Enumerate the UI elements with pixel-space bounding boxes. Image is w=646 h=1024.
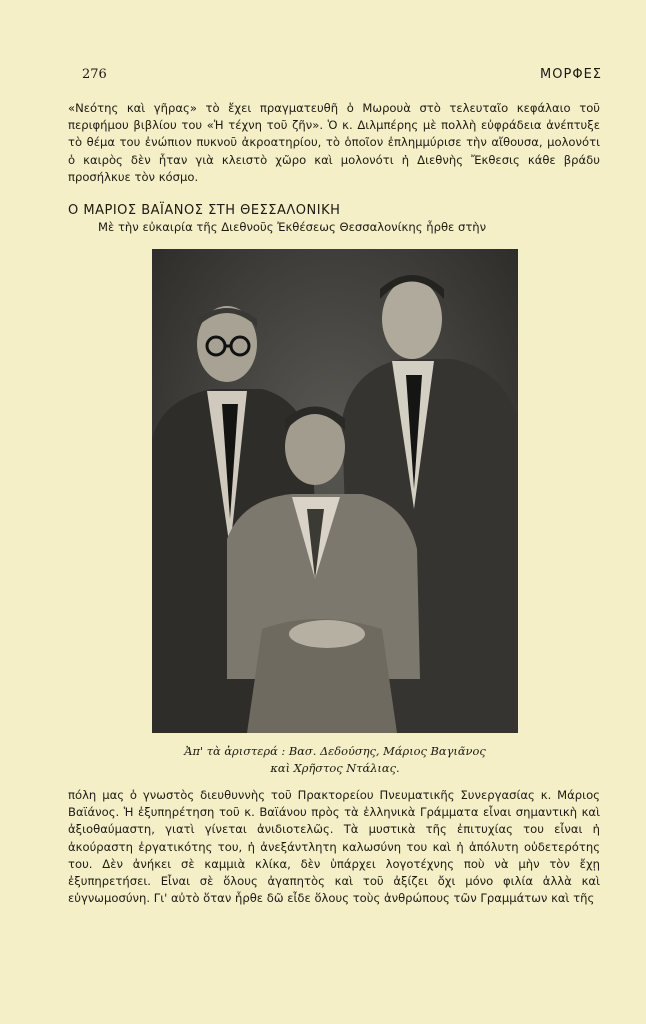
section-title: Ο ΜΑΡΙΟΣ ΒΑΪΑΝΟΣ ΣΤΗ ΘΕΣΣΑΛΟΝΙΚΗ xyxy=(68,203,341,218)
group-portrait-photo xyxy=(152,249,518,733)
caption-line-1: Ἀπ' τὰ ἀριστερά : Βασ. Δεδούσης, Μάριος Βαγιᾶνος xyxy=(184,744,486,758)
paragraph-3: πόλη μας ὁ γνωστὸς διευθυννὴς τοῦ Πρακτορείου Πνευματικῆς Συνεργασίας κ. Μάριος Βαϊάνος. Ἡ ἐξυπηρέτηση τοῦ κ. Βαϊάνου πρὸς τὰ ἑλληνικὰ Γράμματα εἶναι σημαντικὴ καὶ ἀξιοθαύμαστη, γιατὶ γίνεται ἀνιδιοτελῶς. Τὰ μυστικὰ τῆς ἐπιτυχίας του εἶναι ἡ ἀκούραστη ἐργατικότης του, ἡ ἀνεξάντλητη καλωσύνη του καὶ ἡ ἀπόλυτη οὐδετερότης του. Δὲν ἀνήκει σὲ καμμιὰ κλίκα, δὲν ὑπάρχει λογοτέχνης ποὺ νὰ μὴν τὸν ἔχῃ ἐξυπηρετήσει. Εἶναι σὲ ὅλους ἀγαπητὸς καὶ τοῦ ἀξίζει ὄχι μόνο φιλία ἀλλὰ καὶ εὐγνωμοσύνη. Γι' αὐτὸ ὅταν ἦρθε δῶ εἶδε ὅλους τοὺς ἀνθρώπους τῶν Γραμμάτων καὶ τῆς xyxy=(68,788,600,906)
paragraph-2: Μὲ τὴν εὐκαιρία τῆς Διεθνοῦς Ἐκθέσεως Θεσσαλονίκης ἦρθε στὴν xyxy=(98,220,487,234)
photo-caption xyxy=(120,743,550,777)
portrait-illustration xyxy=(152,249,518,733)
paragraph-1: «Νεότης καὶ γῆρας» τὸ ἔχει πραγματευθῆ ὁ Μωρουὰ στὸ τελευταῖο κεφάλαιο τοῦ περιφήμου βιβλίου του «Ἡ τέχνη τοῦ ζῆν». Ὁ κ. Διλμπέρης μὲ πολλὴ εὐφράδεια ἀνέπτυξε τὸ θέμα του ἐνώπιον πυκνοῦ ἀκροατηρίου, τὸ ὁποῖον ἐπλημμύρισε τὴν αἴθουσα, μολονότι ὁ καιρὸς δὲν ἦταν γιὰ κλειστὸ χῶρο καὶ μολονότι ἡ Διεθνὴς Ἔκθεσις κάθε βράδυ προσήλκυε τὸν κόσμο. xyxy=(68,101,600,184)
page-number: 276 xyxy=(82,67,107,82)
caption-line-2: καὶ Χρῆστος Ντάλιας. xyxy=(270,761,400,775)
running-title: ΜΟΡΦΕΣ xyxy=(540,67,602,82)
